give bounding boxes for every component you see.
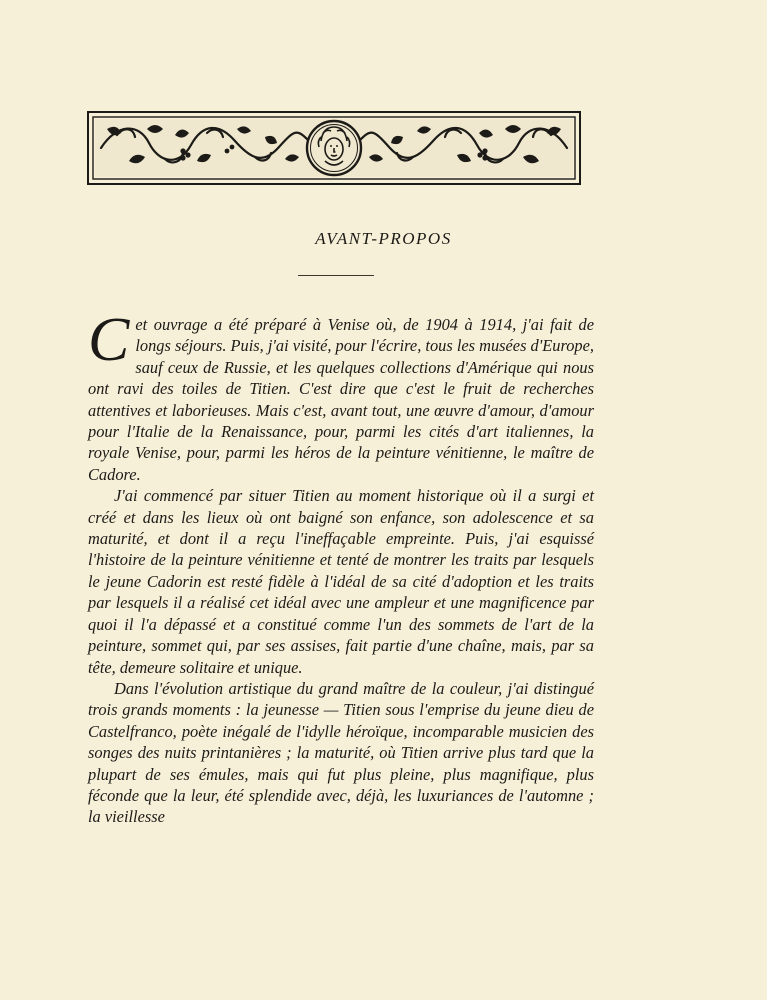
paragraph-1-text: et ouvrage a été préparé à Venise où, de 1904 à 1914, j'ai fait de longs séjours. Puis, j'ai visité, pour l'écrire, tous les musées d'Europe, sauf ceux de Russie, et les quelques collections d'Amérique qui nous ont ravi des toiles de Titien. C'est dire que c'est le fruit de recherches attentives et laborieuses. Mais c'est, avant tout, une œuvre d'amour, d'amour pour l'Italie de la Renaissance, pour, parmi les cités d'art italiennes, la royale Venise, pour, parmi les héros de la peinture vénitienne, le maître de Cadore. [88,315,595,484]
ornamental-headpiece [87,111,581,185]
paragraph-2: J'ai commencé par situer Titien au moment historique où il a surgi et créé et dans les lieux où ont baigné son enfance, son adolescence et sa maturité, et dont il a reçu l'ineffaçable empreinte. Puis, j'ai esquissé l'histoire de la peinture vénitienne et tenté de montrer les traits par lesquels le jeune Cadorin est resté fidèle à l'idéal de sa cité d'adoption et les traits par lesquels il a réalisé cet idéal avec une ampleur et une magnificence par quoi il l'a dépassé et a constitué comme l'un des sommets de l'art de la peinture, sommet qui, par ses assises, fait partie d'une chaîne, mais, par sa tête, demeure solitaire et unique. [88,486,594,677]
drop-cap: C [88,306,130,374]
title-divider [298,275,374,276]
paragraph-3: Dans l'évolution artistique du grand maître de la couleur, j'ai distingué trois grands moments : la jeunesse — Titien sous l'emprise du jeune dieu de Castelfranco, poète inégalé de l'idylle héroïque, incomparable musicien des songes des nuits printanières ; la maturité, où Titien arrive plus tard que la plupart de ses émules, mais qui fut plus pleine, plus magnifique, plus féconde que la leur, été splendide avec, déjà, les luxuriances de l'automne ; la vieillesse [88,678,594,827]
body-text [88,306,595,828]
paragraph-1 [88,306,595,485]
page-title: AVANT-PROPOS [315,229,452,248]
ornament-vine-medallion-icon [87,111,581,185]
